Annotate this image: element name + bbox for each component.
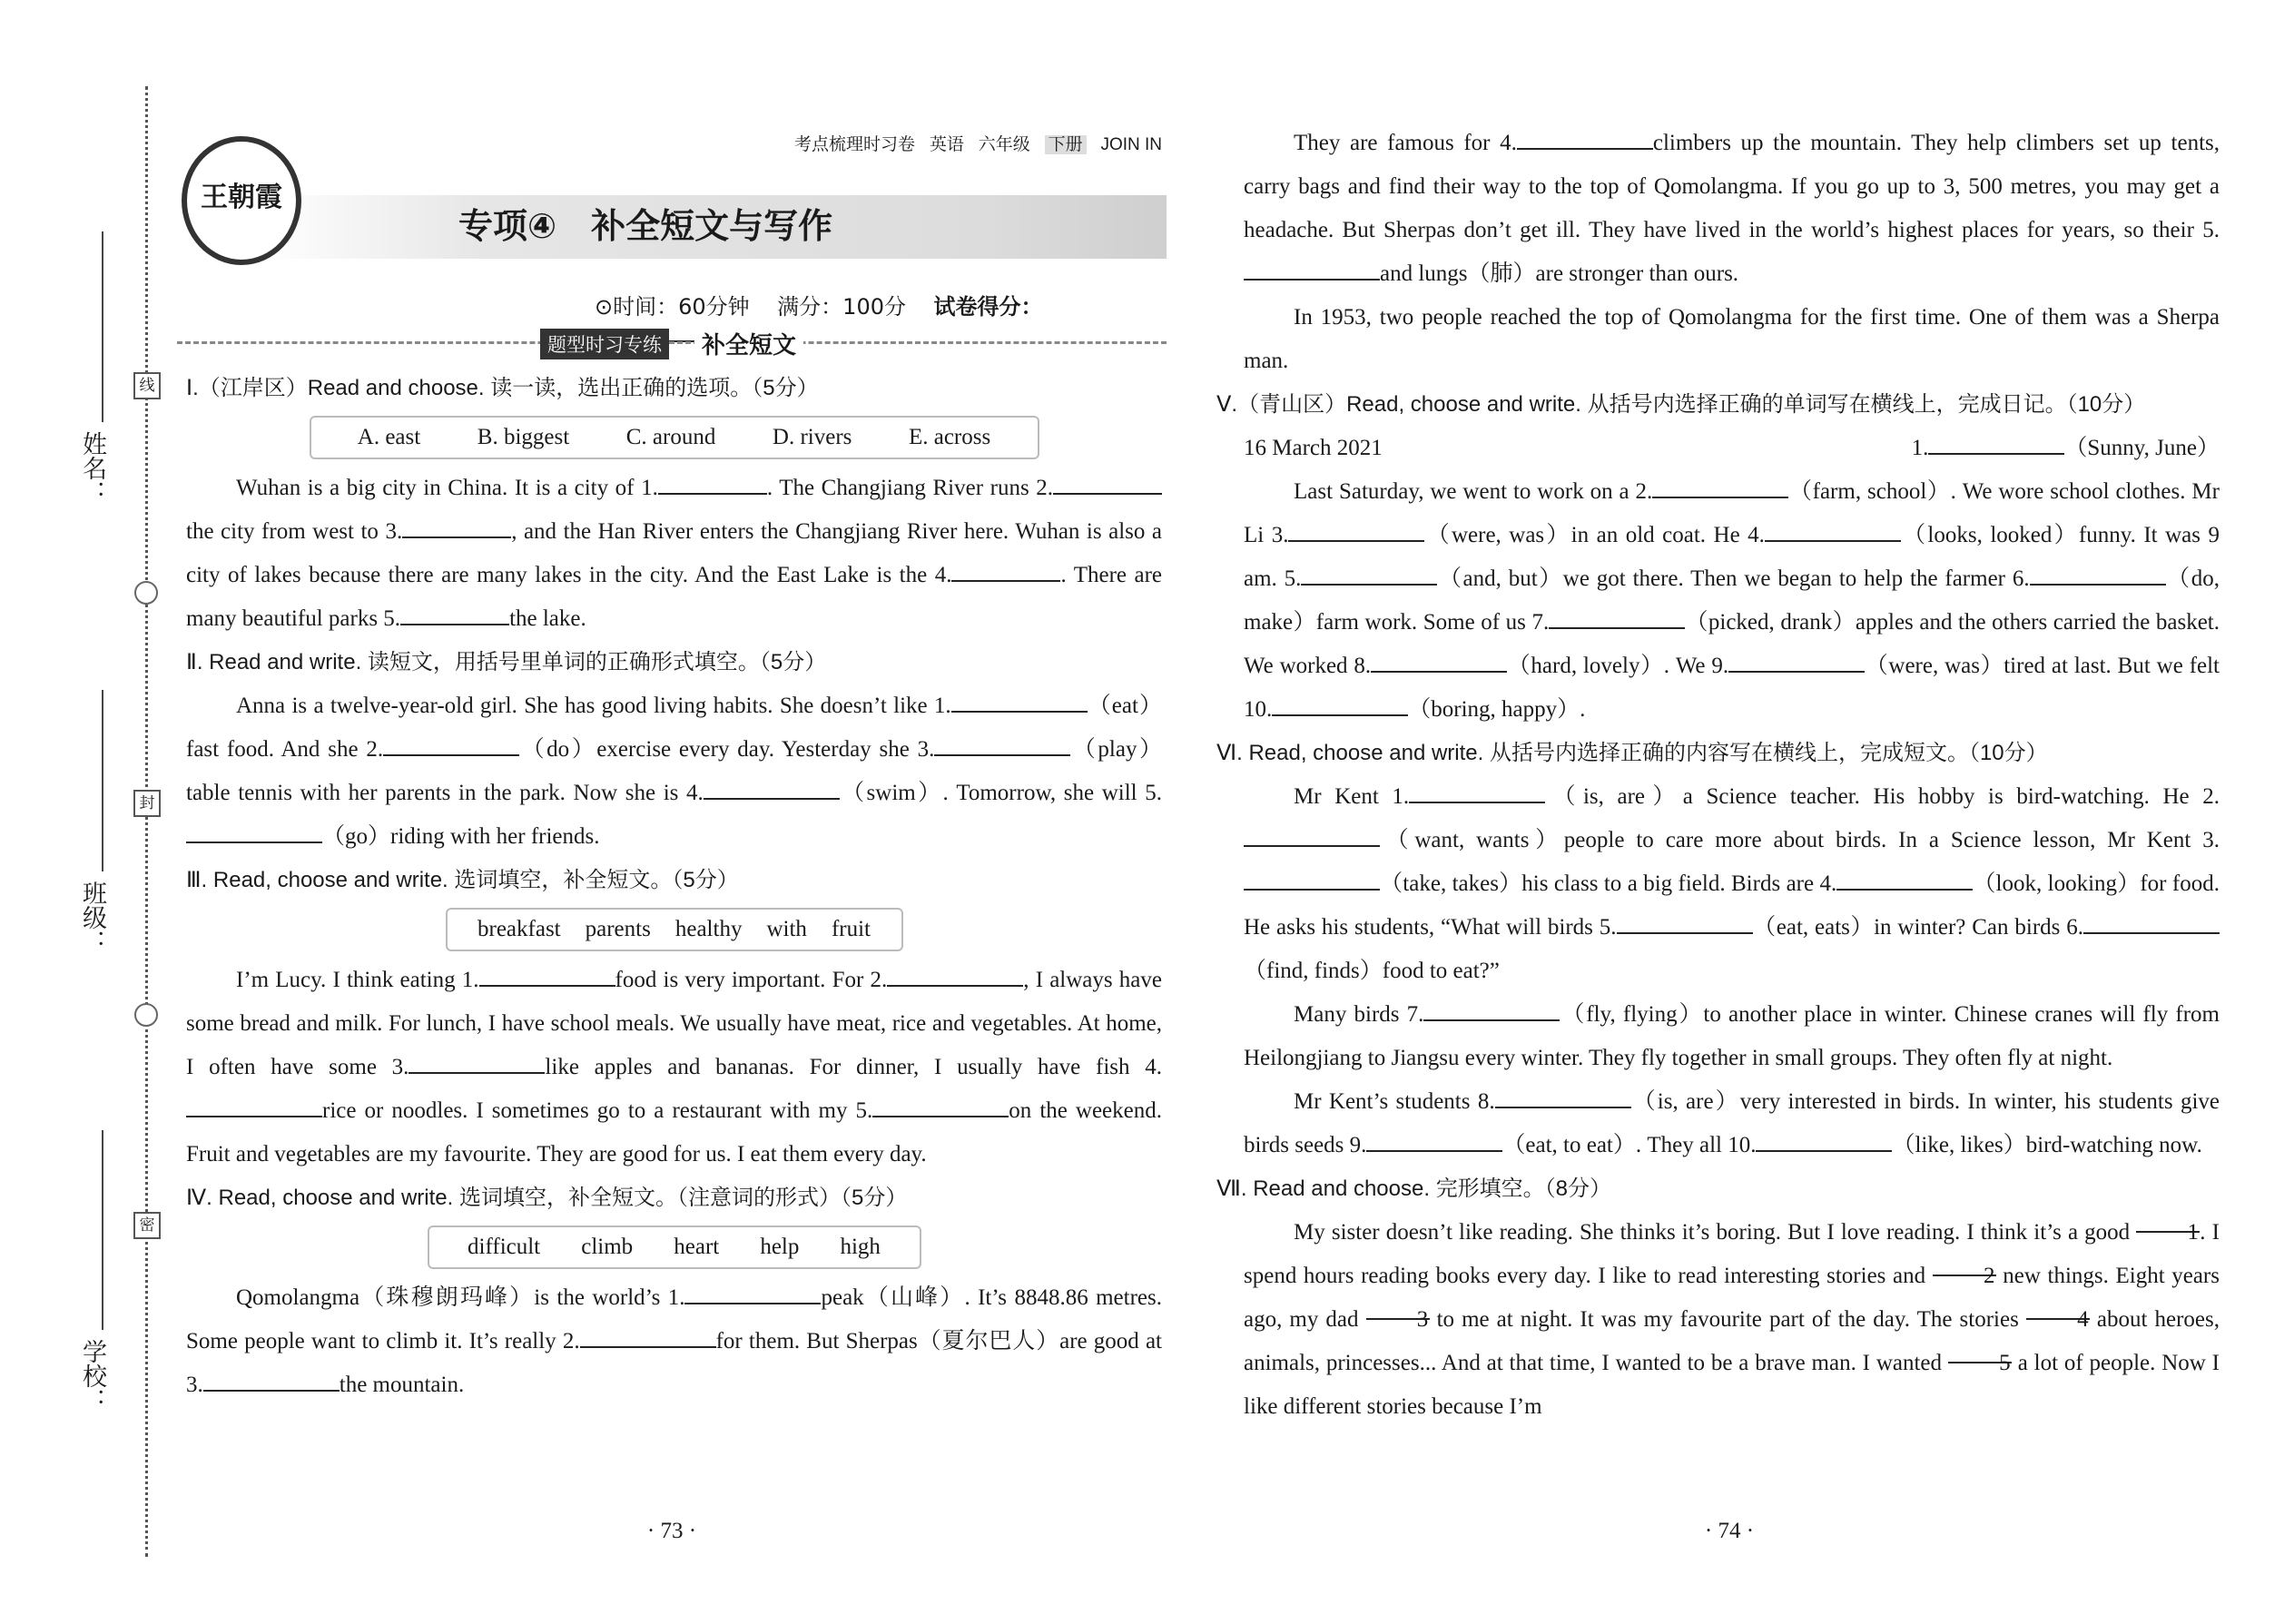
answer-blank[interactable] [704, 778, 840, 800]
q4-passage-end: In 1953, two people reached the top of Qomolangma for the first time. One of them was a Sherpa man. [1244, 305, 2220, 373]
right-page [1216, 0, 2224, 1624]
q2-passage: Anna is a twelve-year-old girl. She has good living habits. She doesn’t like 1. （eat）fast food. And she 2. （do）exercise every day. Yesterday she 3. （play）table tennis with her parents in the park. Now she is 4. （swim）. Tomorrow, she will 5.（go）riding with her friends. [186, 684, 1162, 859]
page-title: 专项④ 补全短文与写作 [458, 206, 833, 246]
q6-heading: Ⅵ. Read, choose and write. 从括号内选择正确的内容写在横线上，完成短文。（10分） [1216, 741, 2048, 765]
answer-blank[interactable] [1288, 520, 1424, 542]
full-score: 满分：100分 [777, 294, 906, 320]
answer-blank[interactable] [400, 604, 509, 625]
left-content [186, 367, 1162, 1407]
answer-blank[interactable] [383, 734, 519, 756]
answer-blank[interactable] [1244, 869, 1380, 891]
right-content [1216, 122, 2220, 1429]
answer-blank[interactable] [1495, 1087, 1631, 1108]
answer-blank[interactable] [186, 822, 322, 843]
answer-blank[interactable] [872, 1096, 1009, 1117]
q1-heading: Ⅰ.（江岸区）Read and choose. 读一读，选出正确的选项。（5分） [186, 376, 819, 400]
cloze-blank[interactable]: 5 [1948, 1342, 2012, 1363]
answer-blank[interactable] [1053, 473, 1162, 495]
q6-passage: Mr Kent 1. （is, are）a Science teacher. His hobby is bird-watching. He 2.（want, wants）people to care more about birds. In a Science lesson, Mr Kent 3.（take, takes）his class to a big field. Birds are 4. （look, looking）for food. He asks his students, “What will birds 5. （eat, eats）in winter? Can birds 6.（find, finds）food to eat?” [1244, 775, 2220, 993]
answer-blank[interactable] [951, 691, 1088, 713]
name-line [102, 231, 103, 422]
q1-option: E. across [908, 425, 991, 449]
answer-blank[interactable] [580, 1326, 716, 1348]
answer-blank[interactable] [951, 560, 1060, 582]
page-header [177, 118, 1167, 281]
q1-option: A. east [357, 425, 421, 449]
answer-blank[interactable] [479, 965, 615, 987]
q1-option: C. around [625, 425, 716, 449]
q4-heading: Ⅳ. Read, choose and write. 选词填空，补全短文。（注意词的形式）（5分） [186, 1186, 908, 1210]
q6-passage-3: Mr Kent’s students 8. （is, are）very interested in birds. In winter, his students give birds seeds 9. （eat, to eat）. They all 10. （like, likes）bird-watching now. [1244, 1080, 2220, 1167]
answer-blank[interactable] [402, 517, 511, 538]
answer-blank[interactable] [203, 1370, 340, 1392]
score-label: 试卷得分： [933, 294, 1043, 320]
q4-option: difficult [468, 1235, 541, 1259]
answer-blank[interactable] [934, 734, 1070, 756]
logo-badge [182, 136, 301, 265]
q4-option: high [840, 1235, 881, 1259]
time-limit: ⊙时间：60分钟 [595, 294, 750, 320]
answer-blank[interactable] [1272, 694, 1408, 716]
cloze-blank[interactable]: 3 [1366, 1298, 1430, 1320]
diary-date: 16 March 2021 [1244, 436, 1383, 460]
answer-blank[interactable] [186, 1096, 322, 1117]
answer-blank[interactable] [1423, 999, 1560, 1021]
answer-blank[interactable] [887, 965, 1023, 987]
q4-option: heart [674, 1235, 720, 1259]
answer-blank[interactable] [2030, 564, 2166, 586]
binding-margin [0, 0, 163, 1624]
subject: 英语 [929, 135, 964, 154]
q3-option: breakfast [478, 917, 561, 941]
answer-blank[interactable] [1765, 520, 1901, 542]
q4-word-box [428, 1225, 921, 1269]
volume: 下册 [1045, 135, 1087, 154]
answer-blank[interactable] [1549, 607, 1685, 629]
binding-hole-icon [134, 581, 158, 605]
q4-passage-cont: They are famous for 4. climbers up the mountain. They help climbers set up tents, carry bags and find their way to the top of Qomolangma. If you go up to 3, 500 metres, you may get a headache. But Sherpas don’t get ill. They have lived in the world’s highest places for years, so their 5.and lungs（肺）are stronger than ours. [1244, 122, 2220, 296]
class-label: 班级： [78, 881, 106, 954]
logo-text: 王朝霞 [201, 182, 282, 213]
q5-heading: Ⅴ.（青山区）Read, choose and write. 从括号内选择正确的单词写在横线上，完成日记。（10分） [1216, 392, 2146, 417]
answer-blank[interactable] [1836, 869, 1973, 891]
q3-passage: I’m Lucy. I think eating 1. food is very important. For 2. , I always have some bread and milk. For lunch, I have school meals. We usually have meat, rice and vegetables. At home, I often have some 3. like apples and bananas. For dinner, I usually have fish 4.rice or noodles. I sometimes go to a restaurant with my 5. on the weekend. Fruit and vegetables are my favourite. They are good for us. I eat them every day. [186, 959, 1162, 1176]
page-number-left: · 73 · [646, 1519, 697, 1543]
q6-passage-2: Many birds 7. （fly, flying）to another place in winter. Chinese cranes will fly from Heilongjiang to Jiangsu every winter. They fly together in small groups. They often fly at night. [1244, 993, 2220, 1080]
answer-blank[interactable] [1517, 128, 1653, 150]
cloze-blank[interactable]: 4 [2026, 1298, 2090, 1320]
page-number-right: · 74 · [1704, 1519, 1755, 1543]
q3-option: fruit [831, 917, 871, 941]
school-line [102, 1130, 103, 1330]
answer-blank[interactable] [1617, 912, 1753, 934]
q7-passage: My sister doesn’t like reading. She thinks it’s boring. But I love reading. I think it’s a good 1. I spend hours reading books every day. I like to read interesting stories and 2 new things. Eight years ago, my dad 3 to me at night. It was my favourite part of the day. The stories 4 about heroes, animals, princesses... And at that time, I wanted to be a brave man. I wanted 5 a lot of people. Now I like different stories because I’m [1244, 1211, 2220, 1429]
answer-blank[interactable] [2083, 912, 2220, 934]
q4-option: climb [581, 1235, 634, 1259]
grade: 六年级 [978, 135, 1030, 154]
cloze-blank[interactable]: 2 [1933, 1255, 1996, 1276]
answer-blank[interactable] [409, 1052, 545, 1074]
cloze-blank[interactable]: 1 [2136, 1211, 2200, 1233]
answer-blank[interactable] [1928, 433, 2064, 455]
binding-dotted-line [145, 86, 148, 1557]
answer-blank[interactable] [684, 1283, 821, 1304]
q3-word-box [446, 908, 903, 951]
series-info [794, 131, 1162, 155]
answer-blank[interactable] [1409, 782, 1545, 803]
q1-passage: Wuhan is a big city in China. It is a city of 1. . The Changjiang River runs 2.the city from west to 3. , and the Han River enters the Changjiang River here. Wuhan is also a city of lakes because there are many lakes in the city. And the East Lake is the 4. . There are many beautiful parks 5. the lake. [186, 467, 1162, 641]
left-page [177, 0, 1167, 1624]
q4-option: help [760, 1235, 800, 1259]
binding-hole-icon [134, 1003, 158, 1027]
answer-blank[interactable] [658, 473, 767, 495]
seal-mark-line: 线 [133, 372, 161, 399]
q3-option: healthy [674, 917, 743, 941]
name-label: 姓名： [78, 431, 106, 505]
answer-blank[interactable] [1244, 259, 1380, 281]
q3-heading: Ⅲ. Read, choose and write. 选词填空，补全短文。（5分） [186, 868, 739, 892]
section-title: 补全短文 [694, 327, 803, 360]
answer-blank[interactable] [1366, 1130, 1502, 1152]
q3-option: with [766, 917, 807, 941]
q1-option: B. biggest [477, 425, 570, 449]
answer-blank[interactable] [1728, 651, 1865, 673]
q5-passage: Last Saturday, we went to work on a 2. （farm, school）. We wore school clothes. Mr Li 3. （were, was）in an old coat. He 4. （looks, looked）funny. It was 9 am. 5. （and, but）we got there. Then we began to help the farmer 6. （do, make）farm work. Some of us 7. （picked, drank）apples and the others carried the basket. We worked 8. （hard, lovely）. We 9. （were, was）tired at last. But we felt 10. （boring, happy）. [1244, 470, 2220, 732]
diary-date-row [1244, 427, 2220, 470]
diary-weather: 1. （Sunny, June） [1912, 427, 2220, 470]
q7-heading: Ⅶ. Read and choose. 完形填空。（8分） [1216, 1176, 1612, 1201]
q1-option: D. rivers [772, 425, 852, 449]
q3-option: parents [585, 917, 651, 941]
q2-heading: Ⅱ. Read and write. 读短文，用括号里单词的正确形式填空。（5分） [186, 650, 827, 674]
answer-blank[interactable] [1301, 564, 1437, 586]
seal-mark-secret: 密 [133, 1212, 161, 1239]
answer-blank[interactable] [1756, 1130, 1892, 1152]
series-name: 考点梳理时习卷 [794, 135, 916, 154]
q4-passage: Qomolangma（珠穆朗玛峰）is the world’s 1. peak（山峰）. It’s 8848.86 metres. Some people want to climb it. It’s really 2. for them. But Sherpas（夏尔巴人）are good at 3. the mountain. [186, 1276, 1162, 1407]
school-label: 学校： [78, 1339, 106, 1412]
section-divider [177, 327, 1167, 359]
answer-blank[interactable] [1652, 477, 1788, 498]
edition: JOIN IN [1100, 135, 1162, 154]
answer-blank[interactable] [1371, 651, 1507, 673]
section-tag: 题型时习专练 [540, 329, 669, 359]
seal-mark-seal: 封 [133, 790, 161, 817]
q1-word-box [310, 416, 1039, 459]
class-line [102, 690, 103, 871]
answer-blank[interactable] [1244, 825, 1380, 847]
